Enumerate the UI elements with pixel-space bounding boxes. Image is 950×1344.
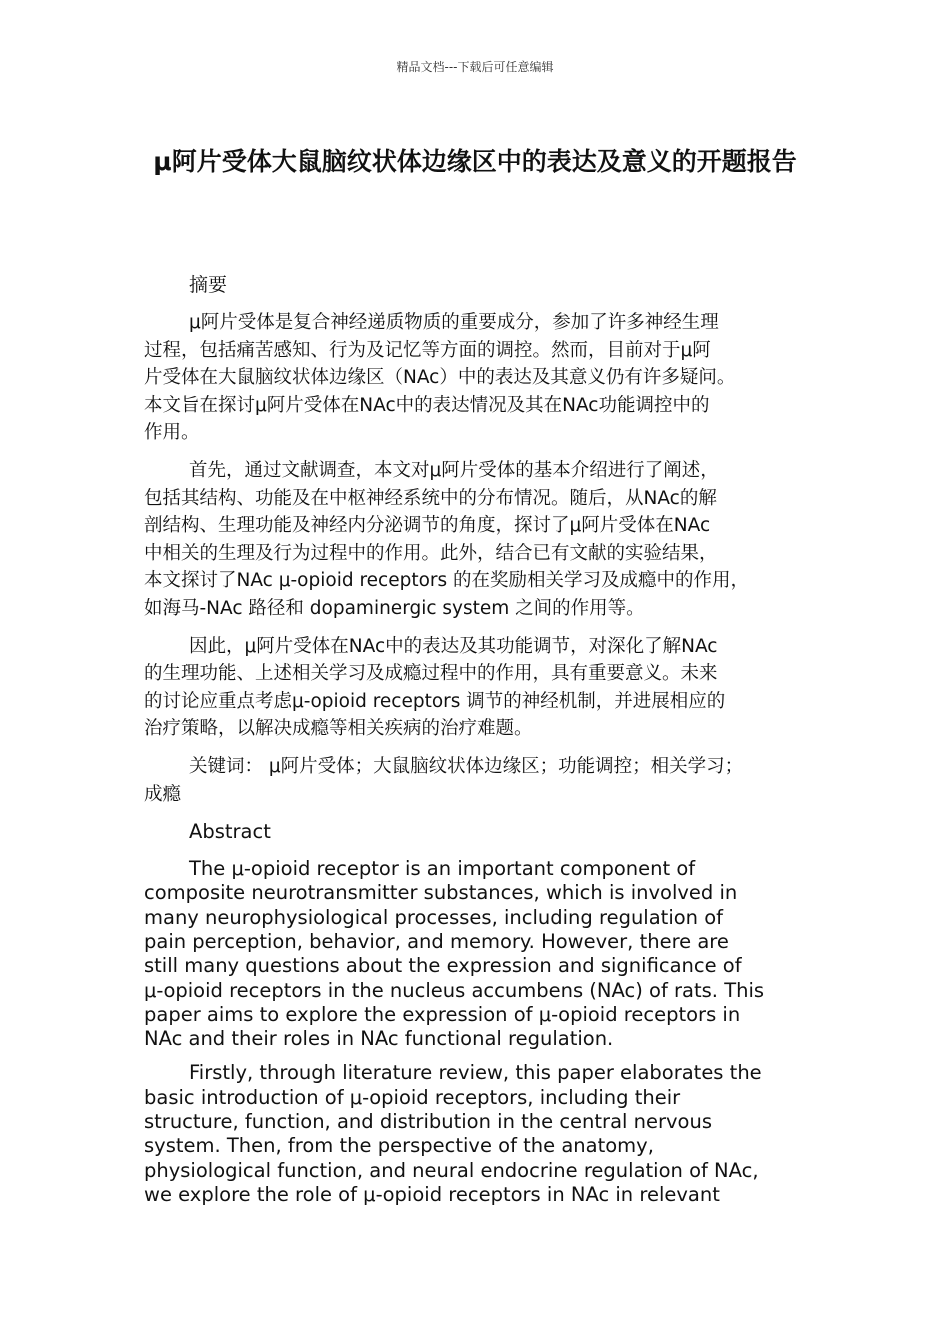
abstract-en-heading: Abstract (189, 820, 271, 844)
abstract-cn-heading: 摘要 (189, 274, 228, 296)
keywords-cn: 关键词： μ阿片受体；大鼠脑纹状体边缘区；功能调控；相关学习； 成瘾 (144, 755, 744, 805)
header-note: 精品文档---下载后可任意编辑 (396, 60, 554, 74)
abstract-en-paragraph-1: The μ-opioid receptor is an important component of composite neurotransmitter substances, which is involved in many neurophysiological processes, including regulation of pain perception, behavior, and memory. However, there are still many questions about the expression and significance of μ-opioid receptors in the nucleus accumbens (NAc) of rats. This paper aims to explore the expression of μ-opioid receptors in NAc and their roles in NAc functional regulation. (144, 857, 765, 1051)
document-title: μ阿片受体大鼠脑纹状体边缘区中的表达及意义的开题报告 (153, 147, 797, 176)
abstract-cn-paragraph-2: 首先，通过文献调查，本文对μ阿片受体的基本介绍进行了阐述， 包括其结构、功能及在中枢神经系统中的分布情况。随后，从NAc的解 剖结构、生理功能及神经内分泌调节的角度，探讨了μ阿片受体在NAc 中相关的生理及行为过程中的作用。此外，结合已有文献的实验结果， 本文探讨了NAc μ-opioid receptors 的在奖励相关学习及成瘾中的作用， 如海马-NAc 路径和 dopaminergic system 之间的作用等。 (144, 459, 750, 619)
abstract-cn-paragraph-3: 因此，μ阿片受体在NAc中的表达及其功能调节，对深化了解NAc 的生理功能、上述相关学习及成瘾过程中的作用，具有重要意义。未来 的讨论应重点考虑μ-opioid receptors 调节的神经机制，并进展相应的 治疗策略，以解决成瘾等相关疾病的治疗难题。 (144, 635, 726, 740)
abstract-en-paragraph-2: Firstly, through literature review, this paper elaborates the basic introduction of μ-opioid receptors, including their structure, function, and distribution in the central nervous system. Then, from the perspective of the anatomy, physiological function, and neural endocrine regulation of NAc, we explore the role of μ-opioid receptors in NAc in relevant (144, 1061, 762, 1206)
abstract-cn-paragraph-1: μ阿片受体是复合神经递质物质的重要成分，参加了许多神经生理 过程，包括痛苦感知、行为及记忆等方面的调控。然而，目前对于μ阿 片受体在大鼠脑纹状体边缘区（NAc）中的表达及其意义仍有许多疑问。 本文旨在探讨μ阿片受体在NAc中的表达情况及其在NAc功能调控中的 作用。 (144, 312, 736, 444)
document-body (144, 272, 820, 1217)
